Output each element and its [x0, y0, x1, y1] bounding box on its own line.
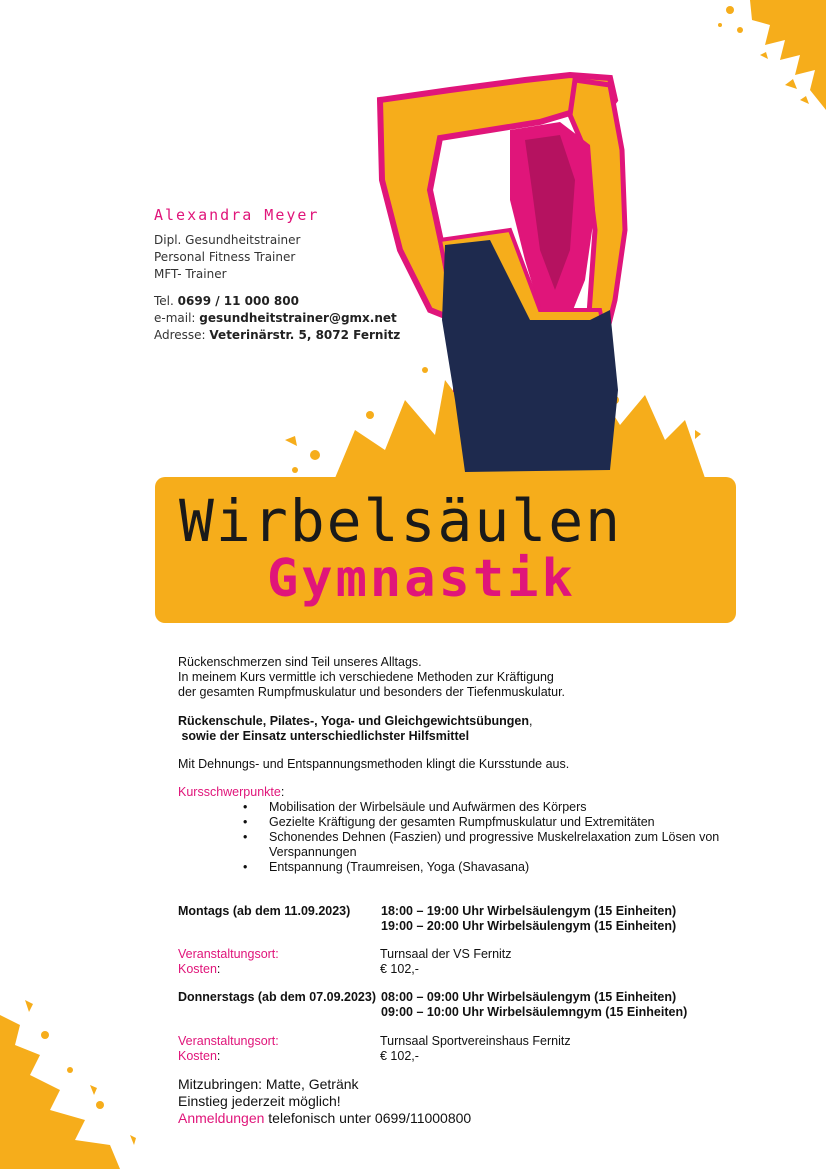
trainer-name: Alexandra Meyer	[154, 206, 320, 224]
focus-suffix: :	[280, 785, 285, 799]
thursday-day: Donnerstags (ab dem 07.09.2023)	[178, 990, 376, 1004]
email-address[interactable]: gesundheitstrainer@gmx.net	[199, 311, 397, 325]
cost-line	[178, 962, 279, 977]
title-line: Dipl. Gesundheitstrainer	[154, 233, 301, 247]
address-line	[154, 327, 400, 344]
title-line: MFT- Trainer	[154, 267, 227, 281]
focus-heading	[178, 785, 284, 800]
venue-value: Turnsaal Sportvereinshaus Fernitz	[380, 1034, 571, 1048]
splash-top-right	[690, 0, 826, 115]
signup-text: telefonisch unter 0699/11000800	[264, 1110, 472, 1126]
signup-line	[178, 1110, 471, 1127]
venue-label: Veranstaltungsort:	[178, 947, 279, 961]
email-line	[154, 310, 400, 327]
methods-text: Rückenschule, Pilates-, Yoga- und Gleichgewichtsübungen	[178, 714, 529, 728]
banner-title-line2: Gymnastik	[267, 549, 576, 609]
focus-label: Kursschwerpunkte	[178, 785, 281, 799]
cost-suffix: :	[216, 962, 221, 976]
thursday-slots	[381, 990, 687, 1020]
cost-suffix: :	[216, 1049, 221, 1063]
list-item: • Entspannung (Traumreisen, Yoga (Shavasana)	[269, 860, 739, 875]
intro-line: Rückenschmerzen sind Teil unseres Alltags.	[178, 655, 422, 669]
phone-line	[154, 293, 400, 310]
monday-venue-label	[178, 947, 279, 977]
cost-value: € 102,-	[380, 962, 419, 976]
title-line: Personal Fitness Trainer	[154, 250, 296, 264]
banner-title-line1: Wirbelsäulen	[179, 487, 623, 555]
monday-venue-values	[380, 947, 512, 977]
thursday-slot: 09:00 – 10:00 Uhr Wirbelsäulemngym (15 Einheiten)	[381, 1005, 688, 1019]
phone-number[interactable]: 0699 / 11 000 800	[177, 294, 299, 308]
list-item: • Mobilisation der Wirbelsäule und Aufwärmen des Körpers	[269, 800, 739, 815]
venue-label: Veranstaltungsort:	[178, 1034, 279, 1048]
footer-block	[178, 1076, 471, 1127]
cost-line	[178, 1049, 279, 1064]
focus-list	[269, 800, 739, 875]
methods-line: sowie der Einsatz unterschiedlichster Hilfsmittel	[178, 729, 470, 743]
title-banner	[155, 477, 736, 623]
list-item: • Gezielte Kräftigung der gesamten Rumpfmuskulatur und Extremitäten	[269, 815, 739, 830]
woman-stretching-illustration	[360, 60, 630, 472]
closing-line: Mit Dehnungs- und Entspannungsmethoden klingt die Kursstunde aus.	[178, 757, 570, 771]
methods-line	[178, 714, 532, 729]
thursday-venue-label	[178, 1034, 279, 1064]
address-label: Adresse:	[154, 328, 210, 342]
thursday-slot: 08:00 – 09:00 Uhr Wirbelsäulengym (15 Einheiten)	[381, 990, 677, 1004]
monday-slot: 19:00 – 20:00 Uhr Wirbelsäulengym (15 Einheiten)	[381, 919, 677, 933]
list-item: • Schonendes Dehnen (Faszien) und progressive Muskelrelaxation zum Lösen von Verspannungen	[269, 830, 739, 860]
monday-slots	[381, 904, 676, 934]
cost-label: Kosten	[178, 1049, 217, 1063]
join-line: Einstieg jederzeit möglich!	[178, 1093, 341, 1109]
phone-label: Tel.	[154, 294, 178, 308]
thursday-venue-values	[380, 1034, 571, 1064]
bring-line: Mitzubringen: Matte, Getränk	[178, 1076, 359, 1092]
monday-slot: 18:00 – 19:00 Uhr Wirbelsäulengym (15 Einheiten)	[381, 904, 677, 918]
intro-paragraph	[178, 655, 565, 700]
splash-bottom-left	[0, 995, 150, 1169]
address-value: Veterinärstr. 5, 8072 Fernitz	[209, 328, 401, 342]
email-label: e-mail:	[154, 311, 200, 325]
monday-day: Montags (ab dem 11.09.2023)	[178, 904, 351, 918]
intro-line: der gesamten Rumpfmuskulatur und besonders der Tiefenmuskulatur.	[178, 685, 566, 699]
venue-value: Turnsaal der VS Fernitz	[380, 947, 512, 961]
cost-value: € 102,-	[380, 1049, 419, 1063]
intro-line: In meinem Kurs vermittle ich verschiedene Methoden zur Kräftigung	[178, 670, 554, 684]
contact-block	[154, 206, 400, 344]
methods-suffix: ,	[529, 714, 533, 728]
cost-label: Kosten	[178, 962, 217, 976]
methods-paragraph	[178, 714, 532, 744]
signup-label: Anmeldungen	[178, 1110, 265, 1126]
